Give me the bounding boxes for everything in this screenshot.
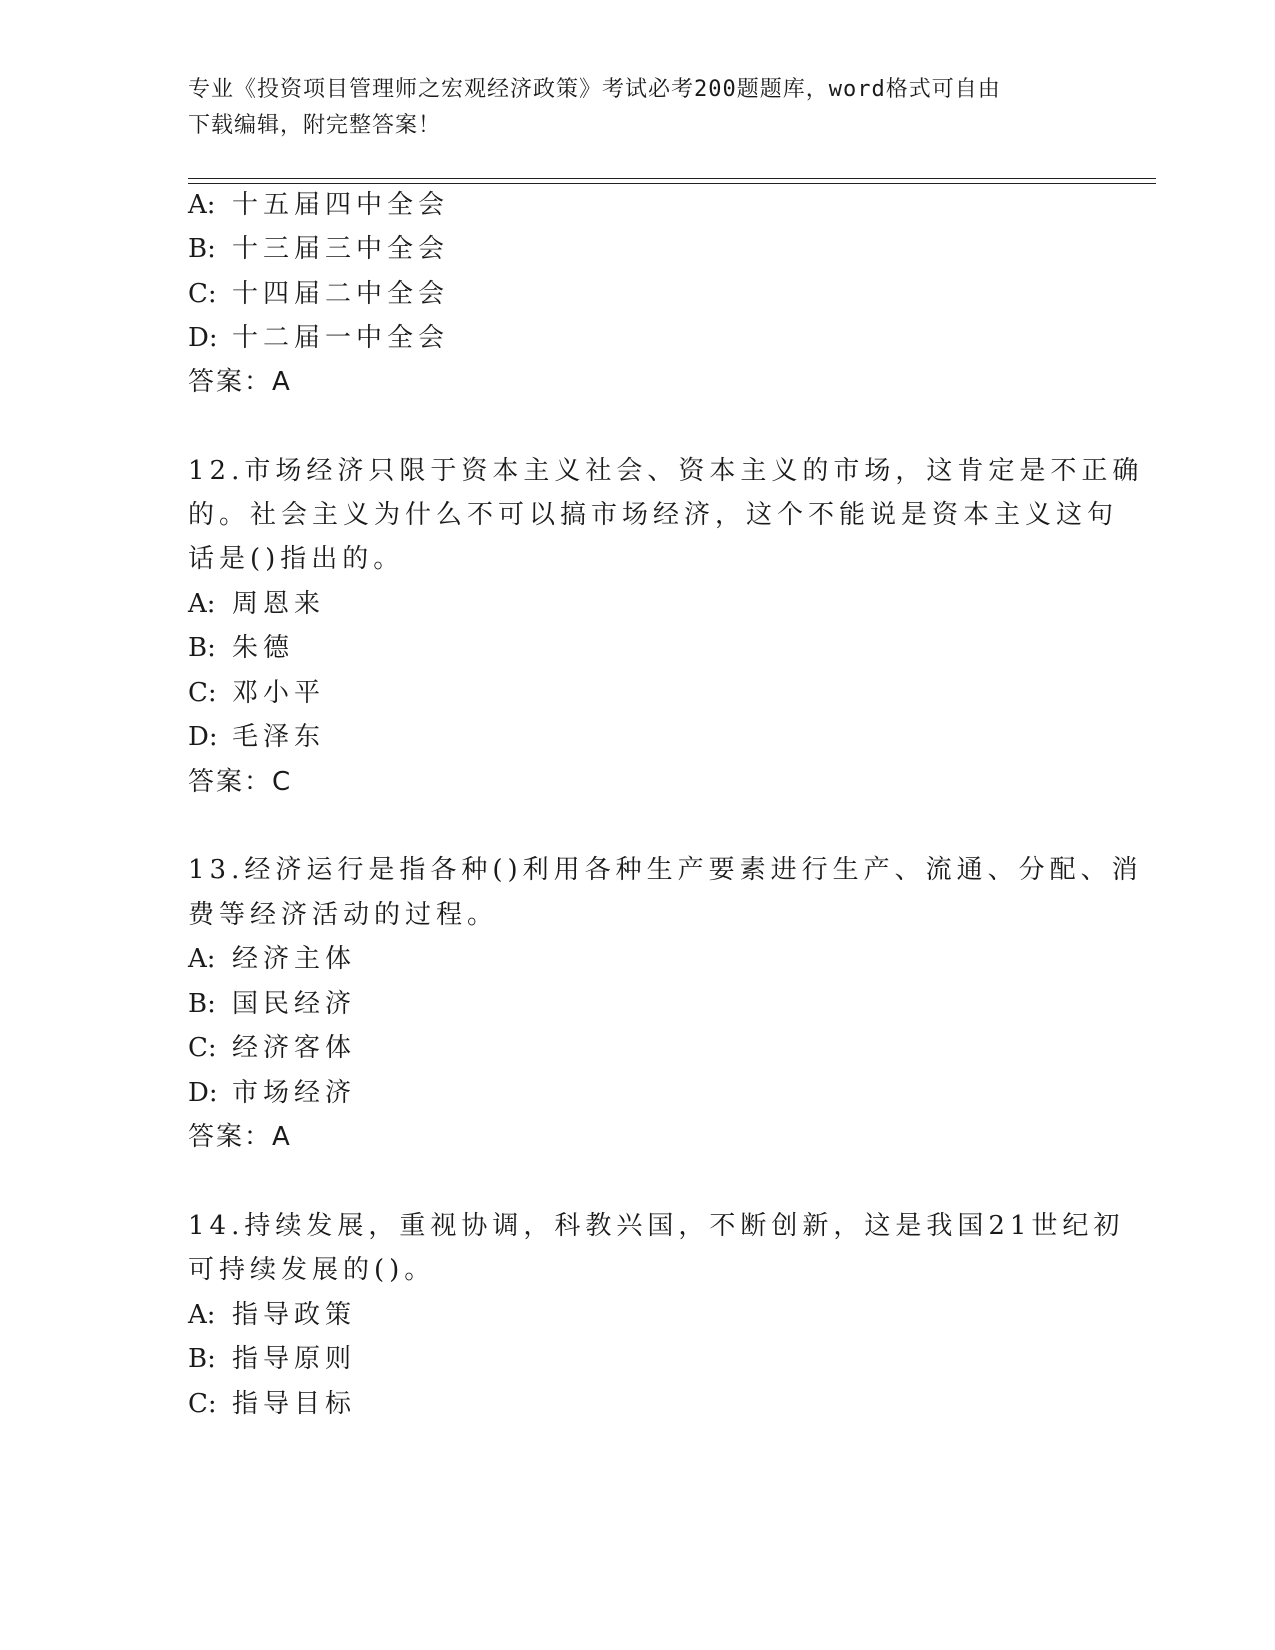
option-label: B:	[188, 1344, 216, 1374]
option-label: B:	[188, 234, 216, 264]
q13-stem-line-2: 费等经济活动的过程。	[188, 900, 499, 930]
option-label: C:	[188, 1033, 217, 1063]
option-label: C:	[188, 678, 217, 708]
option-label: B:	[188, 633, 216, 663]
q12-answer: 答案：C	[188, 767, 293, 797]
option-text: 十三届三中全会	[232, 234, 450, 264]
option-text: 市场经济	[232, 1078, 357, 1108]
q13-option-c	[188, 1031, 356, 1065]
option-text: 指导目标	[232, 1389, 357, 1419]
header-line-1: 专业《投资项目管理师之宏观经济政策》考试必考200题题库，word格式可自由	[188, 77, 1001, 102]
q12-option-a	[188, 587, 325, 621]
q12-stem-line-3: 话是()指出的。	[188, 544, 405, 574]
option-label: A:	[188, 944, 216, 974]
q14-option-c	[188, 1387, 356, 1421]
q13-option-d	[188, 1076, 356, 1110]
q12-stem-line-1: 12.市场经济只限于资本主义社会、资本主义的市场，这肯定是不正确	[188, 456, 1144, 486]
q13-answer: 答案：A	[188, 1122, 292, 1152]
q12-option-c	[188, 676, 325, 710]
q14-option-a	[188, 1298, 356, 1332]
option-label: C:	[188, 279, 217, 309]
option-label: B:	[188, 989, 216, 1019]
option-text: 毛泽东	[232, 722, 326, 752]
q11-option-c	[188, 277, 449, 311]
option-label: C:	[188, 1389, 217, 1419]
option-text: 邓小平	[232, 678, 326, 708]
option-label: D:	[188, 323, 218, 353]
option-text: 十五届四中全会	[232, 190, 450, 220]
q14-stem-line-2: 可持续发展的()。	[188, 1255, 436, 1285]
option-text: 经济客体	[232, 1033, 357, 1063]
option-text: 十二届一中全会	[232, 323, 450, 353]
header-divider-top	[188, 178, 1156, 179]
option-label: D:	[188, 722, 218, 752]
q14-option-b	[188, 1342, 356, 1376]
option-label: A:	[188, 1300, 216, 1330]
document-header	[188, 72, 1088, 144]
q12-stem-line-2: 的。社会主义为什么不可以搞市场经济，这个不能说是资本主义这句	[188, 500, 1119, 530]
q14-stem-line-1: 14.持续发展，重视协调，科教兴国，不断创新，这是我国21世纪初	[188, 1211, 1125, 1241]
q13-option-a	[188, 942, 356, 976]
option-text: 周恩来	[232, 589, 326, 619]
option-label: A:	[188, 190, 216, 220]
option-text: 经济主体	[232, 944, 357, 974]
option-label: A:	[188, 589, 216, 619]
option-text: 指导原则	[232, 1344, 357, 1374]
header-divider-bottom	[188, 183, 1156, 184]
q11-option-d	[188, 321, 449, 355]
q13-option-b	[188, 987, 356, 1021]
q11-answer: 答案：A	[188, 367, 292, 397]
q11-option-a	[188, 188, 449, 222]
option-text: 指导政策	[232, 1300, 357, 1330]
q12-option-b	[188, 631, 294, 665]
option-label: D:	[188, 1078, 218, 1108]
q11-option-b	[188, 232, 449, 266]
header-line-2: 下载编辑，附完整答案！	[188, 113, 442, 138]
option-text: 国民经济	[232, 989, 357, 1019]
option-text: 朱德	[232, 633, 295, 663]
q12-option-d	[188, 720, 325, 754]
option-text: 十四届二中全会	[232, 279, 450, 309]
q13-stem-line-1: 13.经济运行是指各种()利用各种生产要素进行生产、流通、分配、消	[188, 855, 1143, 885]
